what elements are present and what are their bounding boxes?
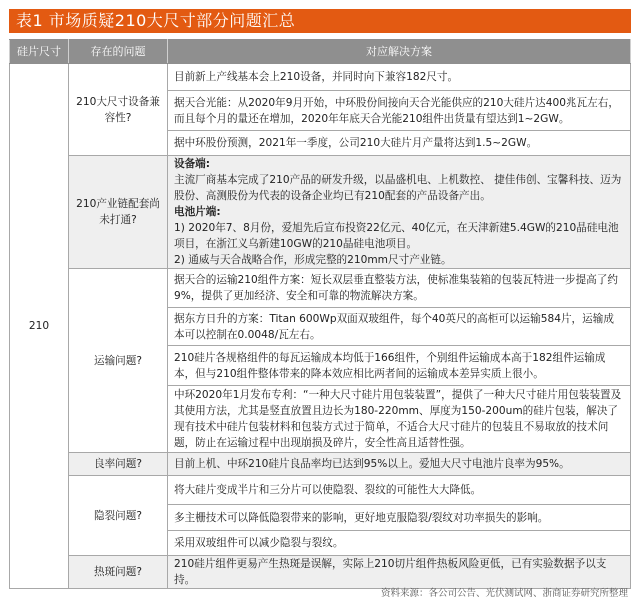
table-title: 表1 市场质疑210大尺寸部分问题汇总 (9, 9, 631, 33)
solution-cell: 210硅片各规格组件的每瓦运输成本均低于166组件，个别组件运输成本高于182组件运输成本，但与210组件整体带来的降本效应相比两者间的运输成本差异实质上很小。 (168, 346, 631, 386)
table-row (10, 269, 631, 308)
size-cell: 210 (10, 64, 69, 589)
table-row (10, 64, 631, 91)
header-row (10, 40, 631, 64)
solution-cell: 据东方日升的方案：Titan 600Wp双面双玻组件，每个40英尺的高柜可以运输584片，运输成本可以控制在0.0048/瓦左右。 (168, 308, 631, 346)
issue-cell: 210大尺寸设备兼容性? (69, 64, 168, 156)
header-solution: 对应解决方案 (168, 40, 631, 64)
cell-label: 电池片端: (174, 206, 221, 218)
equipment-label: 设备端: (174, 158, 211, 170)
issues-table (9, 39, 631, 589)
issue-cell: 运输问题? (69, 269, 168, 453)
issue-cell: 热斑问题? (69, 556, 168, 589)
solution-cell: 据天合光能：从2020年9月开始，中环股份间接向天合光能供应的210大硅片达400兆瓦左右，而且每个月的量还在增加，2020年年底天合光能210组件出货量有望达到1~2GW。 (168, 91, 631, 131)
header-size: 硅片尺寸 (10, 40, 69, 64)
solution-cell: 目前新上产线基本会上210设备，并同时向下兼容182尺寸。 (168, 64, 631, 91)
solution-cell: 将大硅片变成半片和三分片可以使隐裂、裂纹的可能性大大降低。 (168, 476, 631, 505)
solution-cell: 据天合的运输210组件方案：短长双层垂直整装方法，使标准集装箱的包装瓦特进一步提高了约9%，提供了更加经济、安全和可靠的物流解决方案。 (168, 269, 631, 308)
solution-cell: 210硅片组件更易产生热斑是误解，实际上210切片组件热板风险更低，已有实验数据予以支持。 (168, 556, 631, 589)
header-issue: 存在的问题 (69, 40, 168, 64)
issue-cell: 210产业链配套尚未打通? (69, 156, 168, 269)
cell-item: 2) 通威与天合战略合作，形成完整的210mm尺寸产业链。 (174, 254, 452, 266)
table-row (10, 453, 631, 476)
source-note: 资料来源：各公司公告、光伏测试网、浙商证券研究所整理 (380, 588, 628, 599)
solution-cell: 目前上机、中环210硅片良品率均已达到95%以上。爱旭大尺寸电池片良率为95%。 (168, 453, 631, 476)
table-row (10, 156, 631, 269)
solution-cell: 中环2020年1月发布专利：“一种大尺寸硅片用包装装置”，提供了一种大尺寸硅片用包装装置及其使用方法，尤其是竖直放置且边长为180-220mm、厚度为150-200um的硅片包装，解决了现有技术中硅片包装材料和包装方式过于简单，不适合大尺寸硅片的包装且不易取放的技术问题，防止在运输过程中出现崩损及碎片，安全性高且适替性强。 (168, 386, 631, 453)
table-row (10, 476, 631, 505)
solution-cell (168, 156, 631, 269)
issue-cell: 良率问题? (69, 453, 168, 476)
table-row (10, 556, 631, 589)
solution-cell: 采用双玻组件可以减少隐裂与裂纹。 (168, 531, 631, 556)
cell-item: 1) 2020年7、8月份，爱旭先后宣布投资22亿元、40亿元，在天津新建5.4GW的210晶硅电池项目，在浙江义乌新建10GW的210晶硅电池项目。 (174, 222, 619, 250)
equipment-text: 主流厂商基本完成了210产品的研发升级，以晶盛机电、上机数控、 捷佳伟创、宝馨科技、迈为股份、高测股份为代表的设备企业均已有210配套的产品设备产出。 (174, 174, 622, 202)
solution-cell: 据中环股份预测，2021年一季度，公司210大硅片月产量将达到1.5~2GW。 (168, 131, 631, 156)
issue-cell: 隐裂问题? (69, 476, 168, 556)
solution-cell: 多主栅技术可以降低隐裂带来的影响，更好地克服隐裂/裂纹对功率损失的影响。 (168, 505, 631, 531)
